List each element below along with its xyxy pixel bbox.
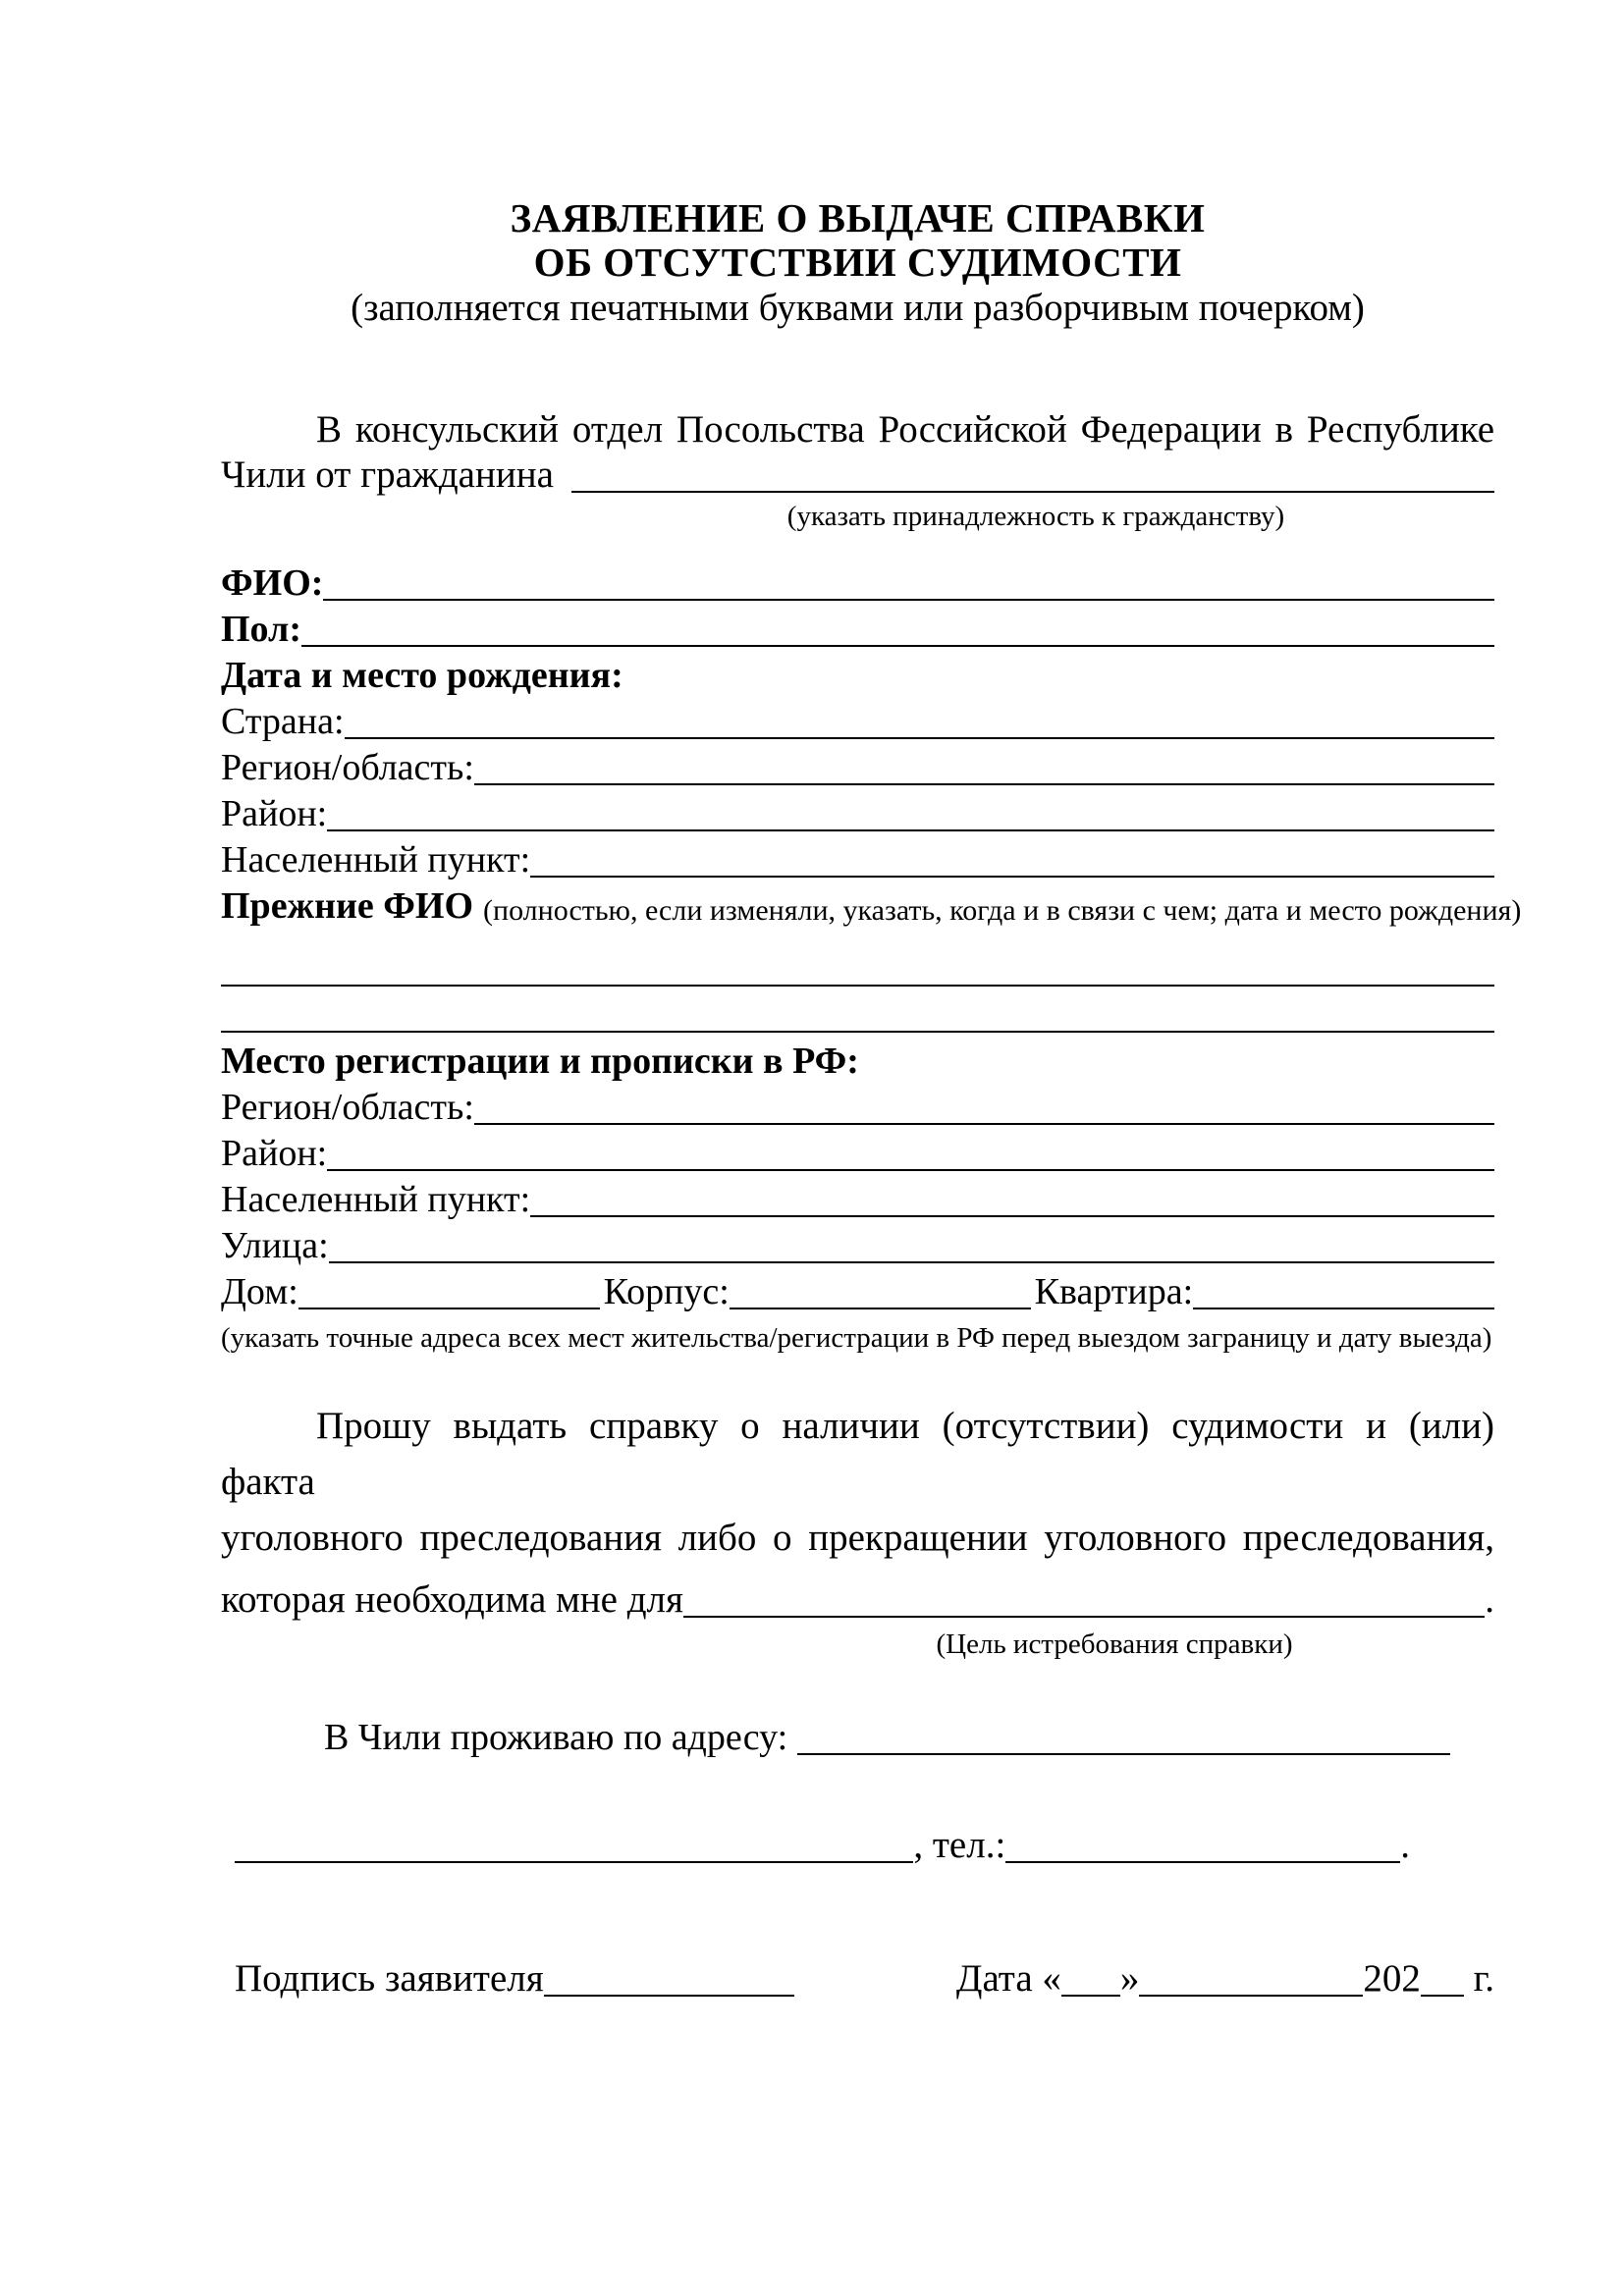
- birth-district-row: [221, 789, 1494, 835]
- citizenship-row: [221, 452, 1494, 497]
- birth-district-label: Район:: [221, 793, 328, 834]
- reg-district-label: Район:: [221, 1133, 328, 1174]
- phone-label: , тел.:: [913, 1824, 1006, 1866]
- building-label: Корпус:: [603, 1271, 730, 1312]
- previous-name-label: Прежние ФИО: [221, 885, 474, 927]
- residence-section: [221, 1710, 1494, 1759]
- personal-fields-section: [221, 559, 1522, 1355]
- reg-settlement-row: [221, 1175, 1494, 1221]
- citizenship-caption: (указать принадлежность к гражданству): [786, 501, 1285, 532]
- residence-address-label: В Чили проживаю по адресу:: [324, 1717, 797, 1758]
- gender-input-line[interactable]: [301, 617, 1494, 647]
- form-subtitle: (заполняется печатными буквами или разборчивым почерком): [351, 287, 1365, 329]
- birth-settlement-row: [221, 835, 1494, 881]
- phone-period: .: [1400, 1824, 1410, 1866]
- birth-country-input-line[interactable]: [345, 710, 1494, 739]
- gender-label: Пол:: [221, 609, 302, 650]
- citizenship-label: Чили от гражданина: [221, 454, 554, 496]
- signature-row: [221, 1951, 1494, 2001]
- registration-header-label: Место регистрации и прописки в РФ:: [221, 1041, 859, 1082]
- address-note: (указать точные адреса всех мест жительства/регистрации в РФ перед выездом заграницу и дату выезда): [221, 1322, 1492, 1354]
- previous-name-input-line-1[interactable]: [221, 957, 1494, 987]
- birth-settlement-label: Населенный пункт:: [221, 839, 531, 881]
- birth-region-row: [221, 743, 1494, 789]
- reg-settlement-input-line[interactable]: [530, 1188, 1494, 1217]
- date-day-input-line[interactable]: [1061, 1967, 1120, 1997]
- phone-row: [221, 1818, 1494, 1867]
- building-input-line[interactable]: [730, 1280, 1031, 1309]
- date-year-suffix: г.: [1463, 1957, 1494, 2000]
- street-row: [221, 1221, 1494, 1267]
- street-input-line[interactable]: [329, 1234, 1494, 1263]
- reg-region-input-line[interactable]: [474, 1095, 1494, 1125]
- street-label: Улица:: [221, 1225, 329, 1266]
- request-purpose-label: которая необходима мне для: [221, 1578, 683, 1621]
- house-input-line[interactable]: [298, 1280, 600, 1309]
- addressee-line1: В консульский отдел Посольства Российской Федерации в Республике: [316, 408, 1494, 451]
- reg-district-row: [221, 1129, 1494, 1175]
- form-title-line2: ОБ ОТСУТСТВИИ СУДИМОСТИ: [533, 240, 1182, 285]
- reg-settlement-label: Населенный пункт:: [221, 1179, 531, 1220]
- birth-region-label: Регион/область:: [221, 747, 474, 788]
- residence-address-input-line[interactable]: [797, 1726, 1450, 1755]
- signature-input-line[interactable]: [544, 1967, 794, 1997]
- request-period: .: [1485, 1578, 1494, 1621]
- birth-region-input-line[interactable]: [474, 756, 1494, 785]
- apartment-label: Квартира:: [1034, 1271, 1194, 1312]
- residence-address-row: [221, 1710, 1494, 1759]
- request-line1: Прошу выдать справку о наличии (отсутствии) судимости и (или) факта: [221, 1405, 1494, 1503]
- previous-name-row: [221, 881, 1522, 928]
- reg-region-row: [221, 1083, 1494, 1129]
- request-purpose-row: [221, 1566, 1494, 1622]
- residence-address-input-line-2[interactable]: [235, 1834, 913, 1863]
- birth-header-row: [221, 651, 1494, 697]
- date-year-prefix: 202: [1363, 1957, 1421, 2000]
- addressee-section: [221, 407, 1494, 533]
- purpose-caption: (Цель истребования справки): [936, 1629, 1293, 1660]
- birth-country-label: Страна:: [221, 701, 345, 742]
- reg-region-label: Регион/область:: [221, 1087, 474, 1128]
- birth-country-row: [221, 697, 1494, 743]
- birth-district-input-line[interactable]: [327, 802, 1494, 831]
- registration-header-row: [221, 1037, 1494, 1083]
- request-section: [221, 1398, 1494, 1661]
- birth-settlement-input-line[interactable]: [530, 848, 1494, 878]
- house-row: [221, 1267, 1494, 1313]
- phone-input-line[interactable]: [1005, 1834, 1400, 1863]
- date-year-input-line[interactable]: [1421, 1967, 1464, 1997]
- apartment-input-line[interactable]: [1193, 1280, 1494, 1309]
- date-label: Дата «: [955, 1957, 1061, 2000]
- request-line2: уголовного преследования либо о прекращении уголовного преследования,: [221, 1517, 1494, 1559]
- date-quote-close: »: [1119, 1957, 1140, 2000]
- form-title-line1: ЗАЯВЛЕНИЕ О ВЫДАЧЕ СПРАВКИ: [510, 195, 1206, 240]
- fio-input-line[interactable]: [323, 571, 1494, 601]
- date-month-input-line[interactable]: [1139, 1967, 1363, 1997]
- previous-name-note: (полностью, если изменяли, указать, когда и в связи с чем; дата и место рождения): [483, 894, 1522, 927]
- signature-label: Подпись заявителя: [235, 1957, 544, 2000]
- citizenship-input-line[interactable]: [571, 463, 1494, 493]
- previous-name-blank-row-1: [221, 928, 1494, 990]
- previous-name-blank-row-2: [221, 990, 1494, 1037]
- gender-row: [221, 605, 1494, 651]
- fio-row: [221, 559, 1494, 605]
- house-label: Дом:: [221, 1271, 298, 1312]
- fio-label: ФИО:: [221, 562, 324, 604]
- form-title-block: [221, 196, 1494, 331]
- request-purpose-input-line[interactable]: [683, 1584, 1485, 1618]
- previous-name-input-line-2[interactable]: [221, 1003, 1494, 1033]
- reg-district-input-line[interactable]: [327, 1142, 1494, 1171]
- birth-header-label: Дата и место рождения:: [221, 655, 623, 696]
